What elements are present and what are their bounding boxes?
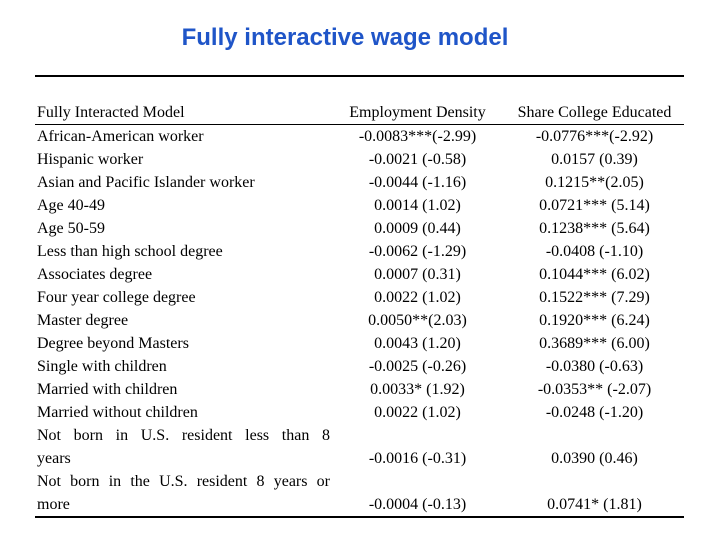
row-label: Master degree xyxy=(37,312,129,329)
employment-density-value: -0.0044 (-1.16) xyxy=(368,174,467,191)
share-college-value: 0.0390 (0.46) xyxy=(551,450,638,467)
row-label xyxy=(35,424,330,470)
column-header-variable: Fully Interacted Model xyxy=(35,101,330,125)
row-label: Married without children xyxy=(37,404,198,421)
share-college-value: 0.1522*** (7.29) xyxy=(539,289,650,306)
employment-density-value: 0.0007 (0.31) xyxy=(374,266,461,283)
table-row xyxy=(35,125,684,149)
row-label-line-1: Not born in the U.S. resident 8 years or xyxy=(37,473,330,490)
employment-density-value: -0.0016 (-0.31) xyxy=(368,450,467,467)
share-college-value: 0.1238*** (5.64) xyxy=(539,220,650,237)
share-college-value: 0.3689*** (6.00) xyxy=(539,335,650,352)
table-row xyxy=(35,286,684,309)
row-label xyxy=(35,470,330,517)
employment-density-value: -0.0083***(-2.99) xyxy=(358,128,477,145)
row-label: Hispanic worker xyxy=(37,151,144,168)
row-label: Single with children xyxy=(37,358,167,375)
employment-density-value: 0.0022 (1.02) xyxy=(374,404,461,421)
share-college-value: -0.0776***(-2.92) xyxy=(535,128,654,145)
employment-density-value: -0.0021 (-0.58) xyxy=(368,151,467,168)
table-row xyxy=(35,194,684,217)
table-header-row xyxy=(35,101,684,125)
share-college-value: 0.0157 (0.39) xyxy=(551,151,638,168)
row-label: Degree beyond Masters xyxy=(37,335,189,352)
table-row xyxy=(35,378,684,401)
share-college-value: -0.0353** (-2.07) xyxy=(537,381,652,398)
table-row xyxy=(35,171,684,194)
title-divider xyxy=(35,75,684,77)
row-label: African-American worker xyxy=(37,128,204,145)
share-college-value: -0.0248 (-1.20) xyxy=(545,404,644,421)
employment-density-value: 0.0033* (1.92) xyxy=(370,381,465,398)
table-row xyxy=(35,401,684,424)
employment-density-value: -0.0062 (-1.29) xyxy=(368,243,467,260)
row-label: Age 50-59 xyxy=(37,220,105,237)
table-row xyxy=(35,263,684,286)
wage-model-table xyxy=(35,101,684,518)
employment-density-value: -0.0025 (-0.26) xyxy=(368,358,467,375)
employment-density-value: 0.0022 (1.02) xyxy=(374,289,461,306)
table-row xyxy=(35,217,684,240)
table-row xyxy=(35,332,684,355)
employment-density-value: 0.0043 (1.20) xyxy=(374,335,461,352)
row-label: Four year college degree xyxy=(37,289,196,306)
table-row xyxy=(35,309,684,332)
table-row xyxy=(35,148,684,171)
employment-density-value: -0.0004 (-0.13) xyxy=(330,470,505,517)
share-college-value: -0.0408 (-1.10) xyxy=(545,243,644,260)
share-college-value: 0.1044*** (6.02) xyxy=(539,266,650,283)
row-label-line-2: years xyxy=(37,450,71,467)
employment-density-value: 0.0050**(2.03) xyxy=(368,312,467,329)
share-college-value: 0.0741* (1.81) xyxy=(505,470,684,517)
row-label-line-1: Not born in U.S. resident less than 8 xyxy=(37,427,330,444)
table-row xyxy=(35,355,684,378)
row-label: Age 40-49 xyxy=(37,197,105,214)
share-college-value: 0.1215**(2.05) xyxy=(545,174,644,191)
column-header-employment-density: Employment Density xyxy=(330,101,505,125)
table-row xyxy=(35,470,684,517)
share-college-value: 0.1920*** (6.24) xyxy=(539,312,650,329)
page-title: Fully interactive wage model xyxy=(181,24,509,51)
share-college-value: -0.0380 (-0.63) xyxy=(545,358,644,375)
share-college-value: 0.0721*** (5.14) xyxy=(539,197,650,214)
row-label-line-2: more xyxy=(37,496,70,513)
row-label: Married with children xyxy=(37,381,178,398)
employment-density-value: 0.0009 (0.44) xyxy=(374,220,461,237)
employment-density-value: 0.0014 (1.02) xyxy=(374,197,461,214)
table-row xyxy=(35,240,684,263)
row-label: Less than high school degree xyxy=(37,243,223,260)
row-label: Asian and Pacific Islander worker xyxy=(37,174,255,191)
column-header-share-college: Share College Educated xyxy=(505,101,684,125)
table-row xyxy=(35,424,684,470)
row-label: Associates degree xyxy=(37,266,153,283)
